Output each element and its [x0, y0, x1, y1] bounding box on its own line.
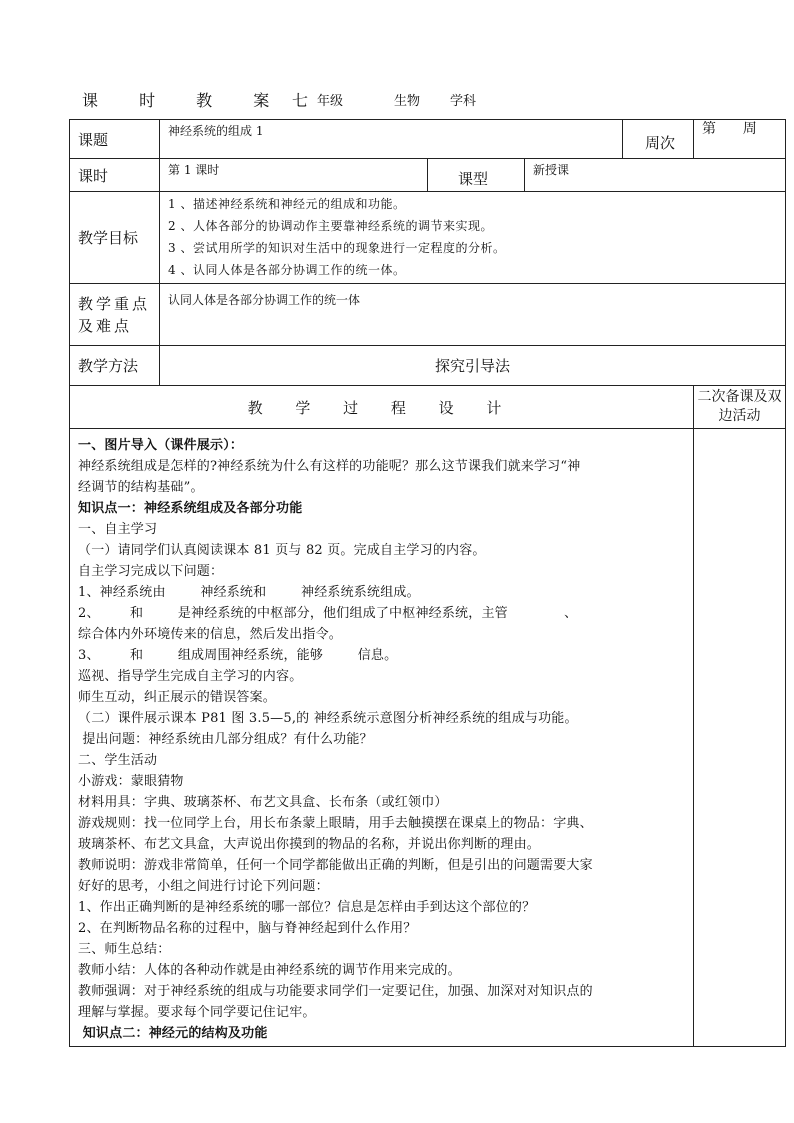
- week-value: 第 周: [694, 120, 786, 159]
- hours-value: 第 1 课时: [160, 159, 428, 192]
- hours-label: 课时: [70, 159, 160, 192]
- week-label: 周次: [623, 120, 694, 159]
- method-label: 教学方法: [70, 346, 160, 386]
- topic-value: 神经系统的组成 1: [160, 120, 623, 159]
- subject-suffix: 学科: [450, 94, 477, 109]
- process-line: 神经系统组成是怎样的?神经系统为什么有这样的功能呢？那么这节课我们就来学习“神: [78, 459, 581, 474]
- goals-list: [160, 192, 786, 284]
- process-line: 好好的思考，小组之间进行讨论下列问题：: [78, 879, 329, 894]
- keypoints-label: 教学重点及难点: [70, 284, 160, 346]
- process-line: 理解与掌握。要求每个同学要记住记牢。: [78, 1005, 316, 1020]
- process-content: [70, 429, 694, 1047]
- process-line: 1、作出正确判断的是神经系统的哪一部位？信息是怎样由手到达这个部位的？: [78, 900, 536, 915]
- process-line: 1、神经系统由 神经系统和 神经系统系统组成。: [78, 585, 420, 600]
- type-label: 课型: [428, 159, 525, 192]
- process-line: 材料用具：字典、玻璃茶杯、布艺文具盒、长布条（或红领巾）: [78, 795, 448, 810]
- process-line: 教师说明：游戏非常简单，任何一个同学都能做出正确的判断，但是引出的问题需要大家: [78, 858, 593, 873]
- method-value: 探究引导法: [160, 346, 786, 386]
- goal-item: 3 、尝试用所学的知识对生活中的现象进行一定程度的分析。: [168, 241, 506, 255]
- process-line: 师生互动，纠正展示的错误答案。: [78, 690, 277, 705]
- goal-item: 2 、人体各部分的协调动作主要靠神经系统的调节来实现。: [168, 219, 493, 233]
- process-line: 巡视、指导学生完成自主学习的内容。: [78, 669, 303, 684]
- topic-label: 课题: [70, 120, 160, 159]
- process-line: （二）课件展示课本 P81 图 3.5—5,的 神经系统示意图分析神经系统的组成与功能。: [78, 711, 578, 726]
- goal-item: 4 、认同人体是各部分协调工作的统一体。: [168, 263, 406, 277]
- process-line: 自主学习完成以下问题：: [78, 564, 224, 579]
- side-notes-cell: [694, 429, 786, 1047]
- grade-suffix: 年级: [317, 94, 344, 109]
- process-line: 经调节的结构基础”。: [78, 480, 204, 495]
- process-line: 教师小结：人体的各种动作就是由神经系统的调节作用来完成的。: [78, 963, 461, 978]
- process-line: 一、图片导入（课件展示）：: [78, 438, 244, 453]
- process-line: 教师强调：对于神经系统的组成与功能要求同学们一定要记住，加强、加深对对知识点的: [78, 984, 593, 999]
- hours-row: [70, 159, 786, 192]
- design-header-row: [70, 386, 786, 429]
- process-line: （一）请同学们认真阅读课本 81 页与 82 页。完成自主学习的内容。: [78, 543, 486, 558]
- process-line: 玻璃茶杯、布艺文具盒，大声说出你摸到的物品的名称，并说出你判断的理由。: [78, 837, 541, 852]
- process-line: 三、师生总结：: [78, 942, 171, 957]
- keypoints-row: [70, 284, 786, 346]
- process-line: 知识点二：神经元的结构及功能: [78, 1026, 268, 1041]
- keypoints-value: 认同人体是各部分协调工作的统一体: [160, 284, 786, 346]
- process-line: 知识点一：神经系统组成及各部分功能: [78, 501, 303, 516]
- lesson-plan-title: 课 时 教 案: [82, 91, 288, 110]
- design-label: 教 学 过 程 设 计: [70, 386, 694, 429]
- process-row: [70, 429, 786, 1047]
- goals-label: 教学目标: [70, 192, 160, 284]
- side-label: 二次备课及双边活动: [694, 386, 786, 429]
- process-line: 3、 和 组成周围神经系统，能够 信息。: [78, 648, 398, 663]
- process-line: 综合体内外环境传来的信息，然后发出指令。: [78, 627, 343, 642]
- process-line: 二、学生活动: [78, 753, 158, 768]
- process-line: 小游戏：蒙眼猜物: [78, 774, 184, 789]
- topic-row: [70, 120, 786, 159]
- process-line: 游戏规则：找一位同学上台，用长布条蒙上眼睛，用手去触摸摆在课桌上的物品：字典、: [78, 816, 593, 831]
- process-line: 2、在判断物品名称的过程中，脑与脊神经起到什么作用？: [78, 921, 417, 936]
- goal-item: 1 、描述神经系统和神经元的组成和功能。: [168, 197, 406, 211]
- subject-value: 生物: [394, 94, 421, 109]
- grade-value: 七: [292, 91, 309, 110]
- process-line: 2、 和 是神经系统的中枢部分，他们组成了中枢神经系统，主管 、: [78, 606, 578, 621]
- process-line: 提出问题：神经系统由几部分组成？有什么功能？: [78, 732, 373, 747]
- lesson-plan-table: [69, 119, 786, 1047]
- method-row: [70, 346, 786, 386]
- goals-row: [70, 192, 786, 284]
- process-line: 一、自主学习: [78, 522, 158, 537]
- type-value: 新授课: [525, 159, 786, 192]
